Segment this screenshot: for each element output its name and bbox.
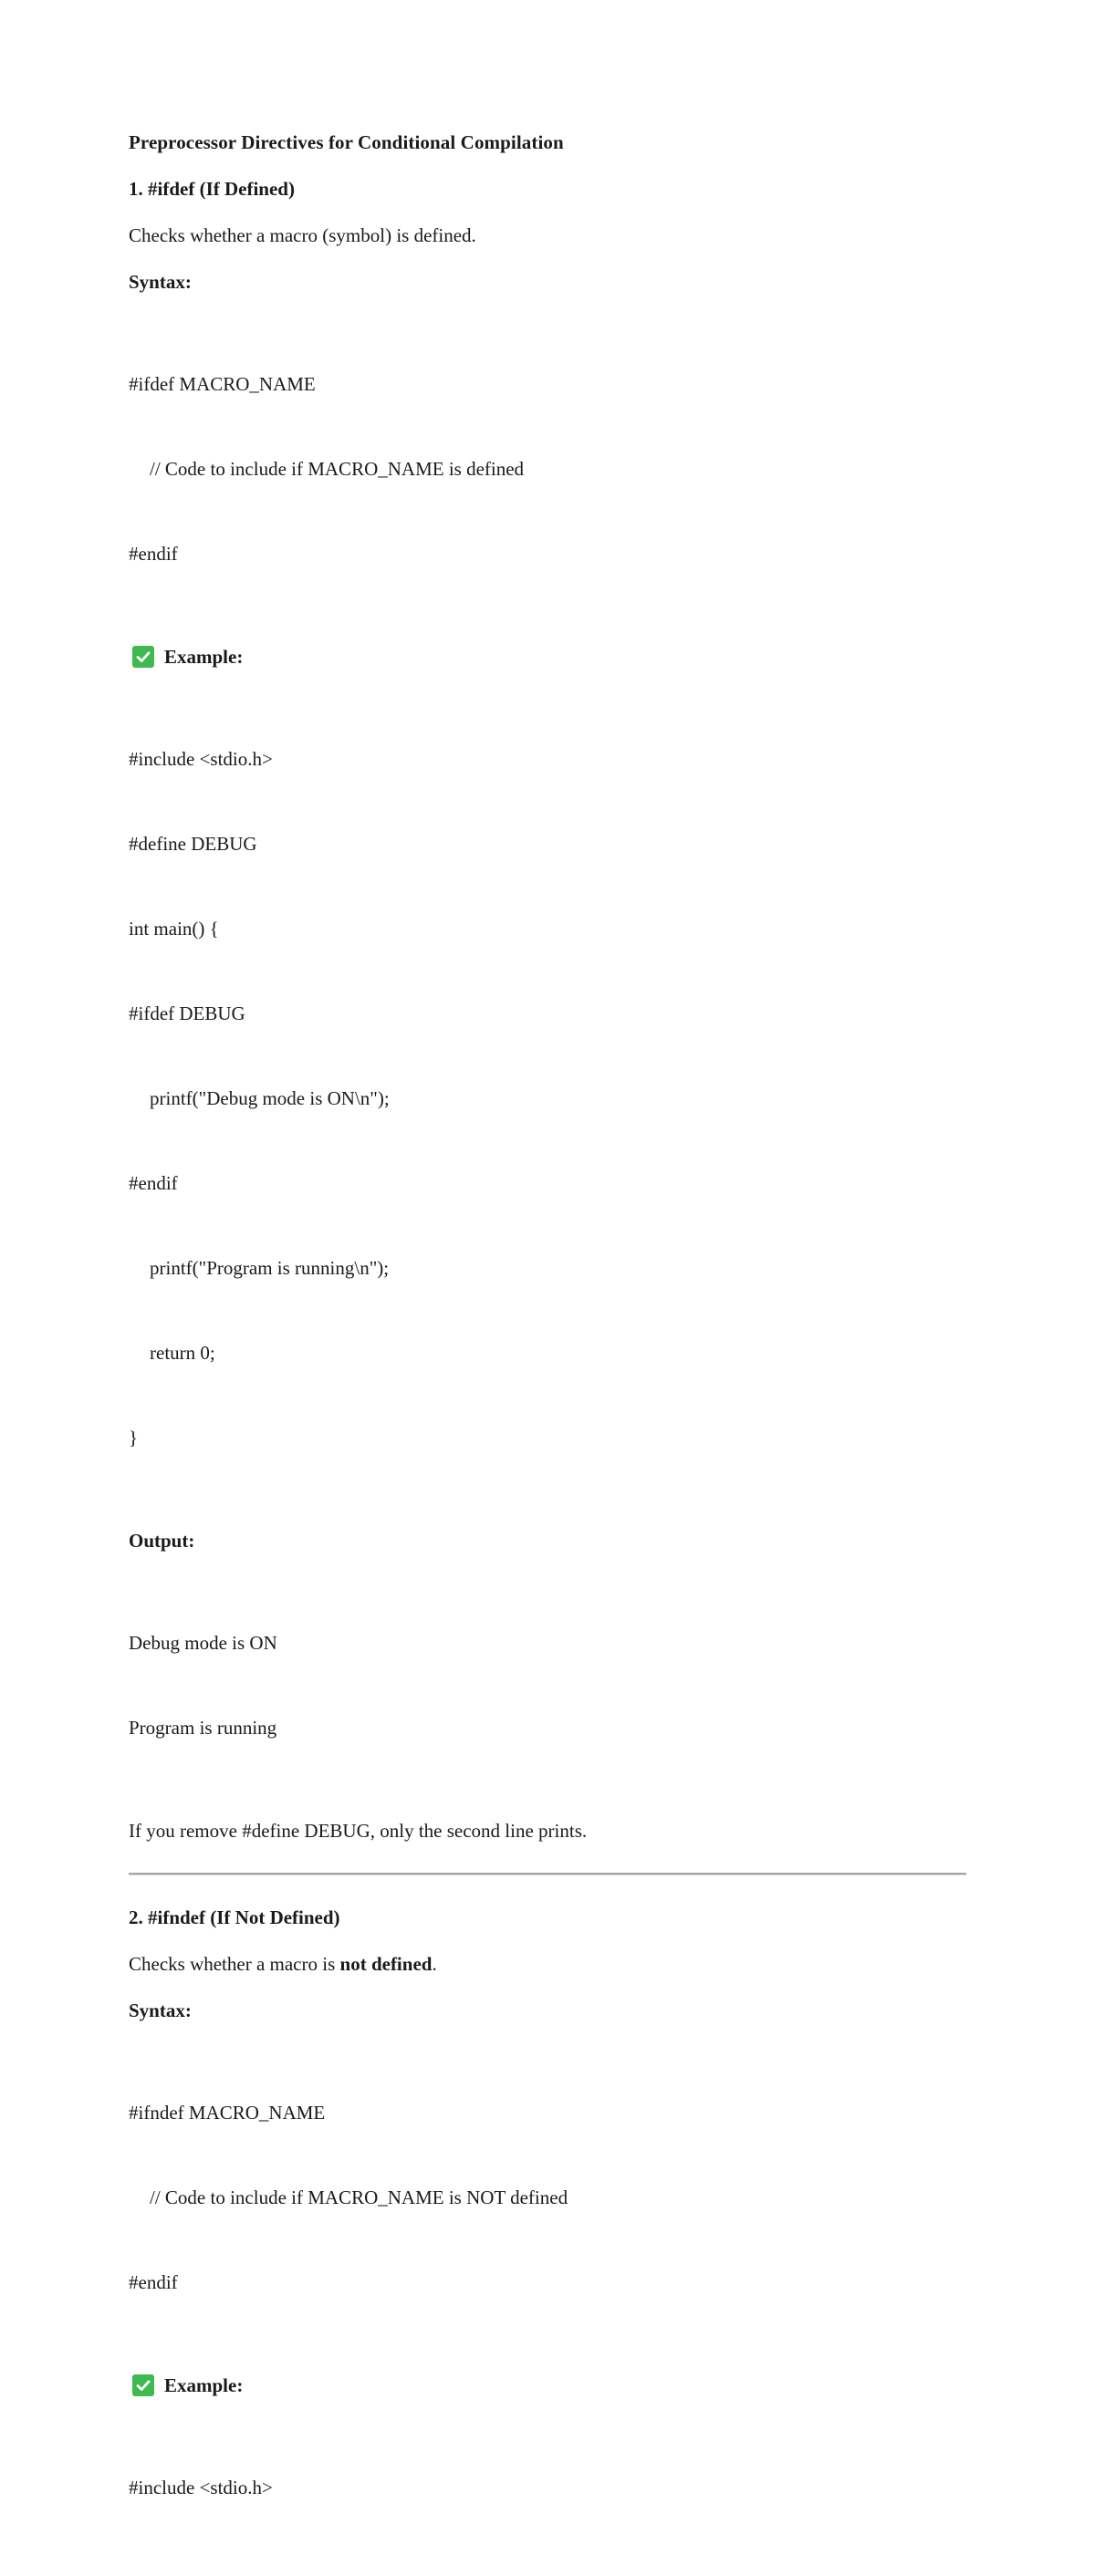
description-text: Checks whether a macro is — [129, 1953, 340, 1975]
output-line: Debug mode is ON — [129, 1632, 277, 1654]
code-line: #define DEBUG — [129, 833, 257, 855]
section-description-ifdef: Checks whether a macro (symbol) is defined. — [129, 224, 476, 246]
example-label: Example: — [164, 646, 244, 668]
horizontal-divider — [129, 1873, 966, 1875]
syntax-code-block — [129, 2042, 968, 2353]
code-line: printf("Program is running\n"); — [150, 1257, 390, 1279]
example-code-block — [129, 2417, 968, 2559]
code-line: #ifdef DEBUG — [129, 1002, 245, 1024]
section-note: If you remove #define DEBUG, only the second line prints. — [129, 1820, 588, 1842]
output-block — [129, 1573, 968, 1799]
document-page — [129, 128, 968, 2576]
description-emphasis: not defined — [339, 1953, 433, 1975]
code-line: #ifndef MACRO_NAME — [129, 2102, 326, 2124]
check-mark-button-icon — [132, 646, 154, 668]
code-line: printf("Debug mode is ON\n"); — [150, 1087, 390, 1109]
description-text: . — [432, 1953, 437, 1975]
code-line: #include <stdio.h> — [129, 748, 273, 770]
section-heading-ifndef: 2. #ifndef (If Not Defined) — [129, 1906, 340, 1928]
code-line: // Code to include if MACRO_NAME is NOT defined — [150, 2186, 568, 2208]
syntax-code-block — [129, 314, 968, 625]
code-line: #include <stdio.h> — [129, 2477, 273, 2498]
code-line: #endif — [129, 2271, 178, 2293]
section-description-ifndef — [129, 1949, 968, 1979]
check-mark-button-icon — [132, 2374, 154, 2396]
code-line: #endif — [129, 543, 178, 565]
syntax-label: Syntax: — [129, 271, 192, 293]
output-line: Program is running — [129, 1717, 277, 1739]
example-code-block — [129, 689, 968, 1509]
example-heading — [132, 642, 968, 671]
example-label: Example: — [164, 2374, 244, 2396]
syntax-label: Syntax: — [129, 2000, 192, 2021]
code-line: int main() { — [129, 918, 219, 940]
code-line: // Code to include if MACRO_NAME is defined — [150, 458, 525, 480]
section-heading-ifdef: 1. #ifdef (If Defined) — [129, 178, 295, 200]
code-line: } — [129, 1427, 139, 1449]
code-line: #endif — [129, 1172, 178, 1194]
code-line: #ifdef MACRO_NAME — [129, 373, 316, 395]
code-line: return 0; — [150, 1342, 215, 1364]
document-title: Preprocessor Directives for Conditional Compilation — [129, 131, 564, 153]
example-heading — [132, 2371, 968, 2400]
output-label: Output: — [129, 1530, 195, 1552]
